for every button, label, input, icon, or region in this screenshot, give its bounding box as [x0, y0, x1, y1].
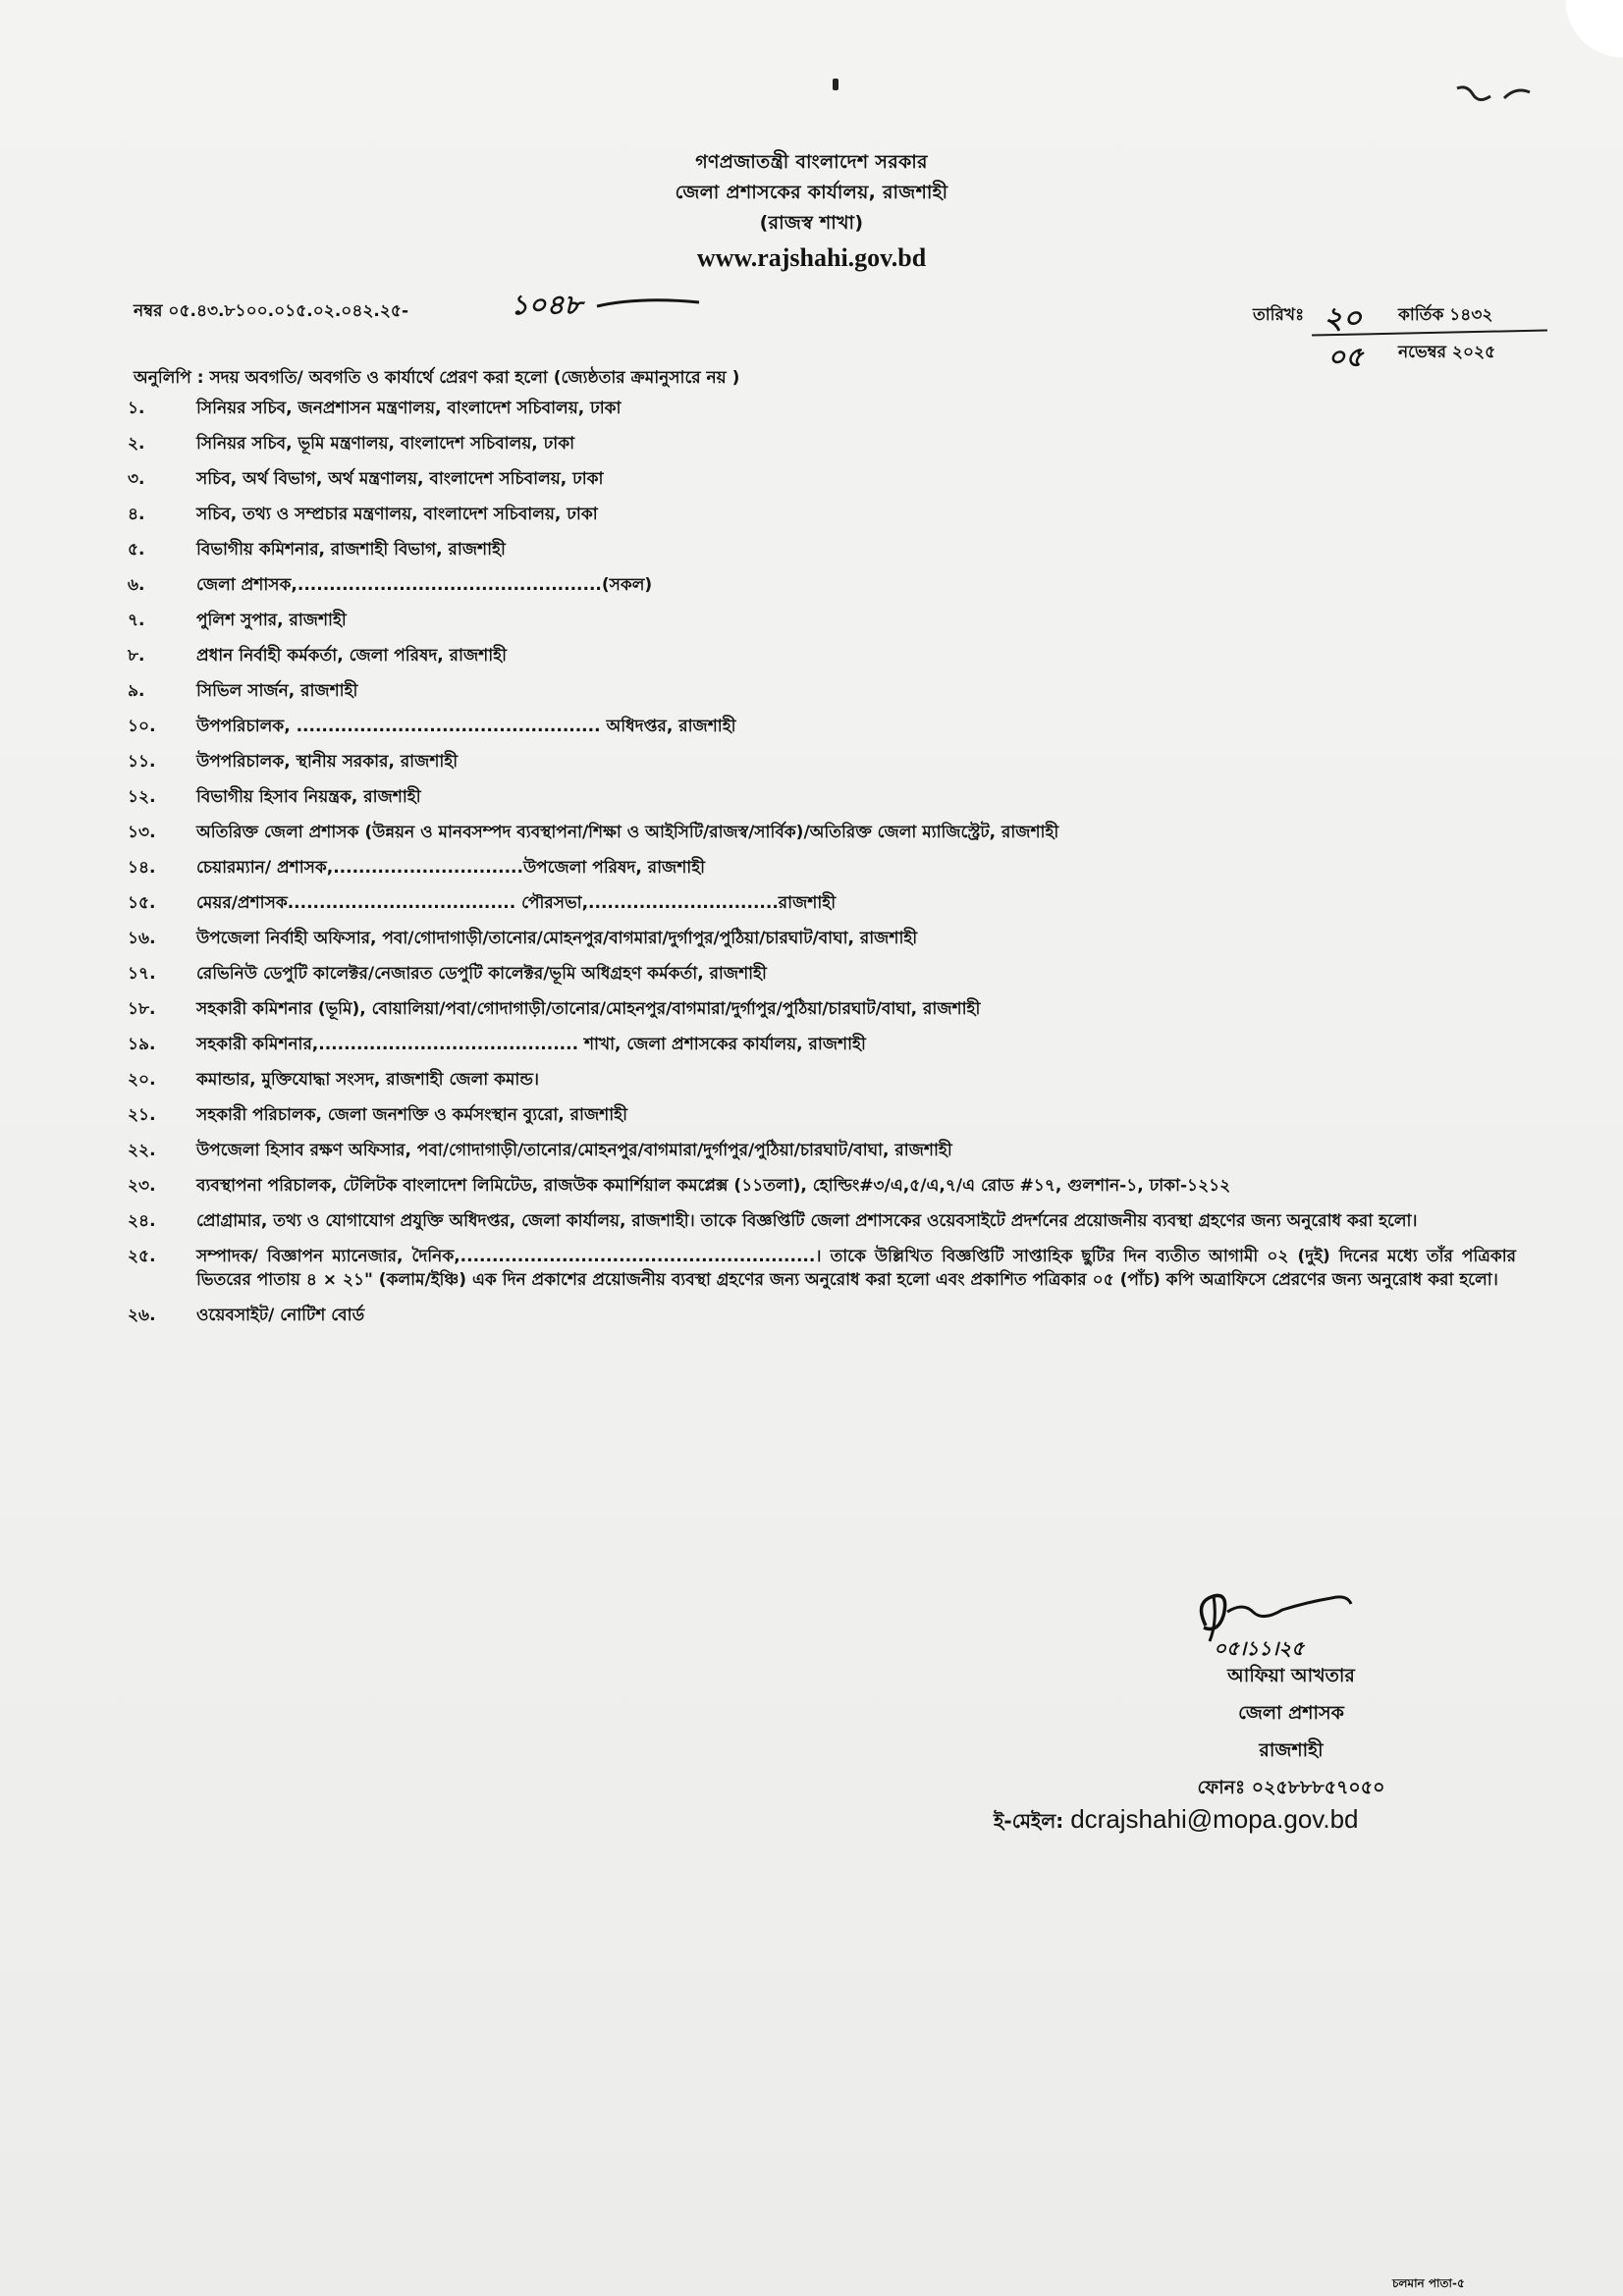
- punch-mark: [833, 79, 839, 90]
- item-number: ১২.: [128, 787, 156, 807]
- item-text: অতিরিক্ত জেলা প্রশাসক (উন্নয়ন ও মানবসম্পদ ব্যবস্থাপনা/শিক্ষা ও আইসিটি/রাজস্ব/সার্বিক)/অতিরিক্ত জেলা ম্যাজিস্ট্রেট, রাজশাহী: [196, 823, 1059, 842]
- item-number: ৮.: [128, 646, 145, 666]
- item-number: ৭.: [128, 611, 145, 630]
- item-text: সহকারী কমিশনার,......................................... শাখা, জেলা প্রশাসকের কার্যালয়, রাজশাহী: [196, 1035, 866, 1054]
- date-label: তারিখঃ: [1253, 305, 1305, 325]
- memo-handwritten-number: [503, 287, 709, 326]
- item-number: ১৮.: [128, 999, 156, 1019]
- item-number: ১৭.: [128, 964, 156, 984]
- item-number: ১১.: [128, 752, 156, 772]
- item-text: সচিব, তথ্য ও সম্প্রচার মন্ত্রণালয়, বাংলাদেশ সচিবালয়, ঢাকা: [196, 505, 598, 524]
- list-item: [122, 679, 1516, 703]
- corner-pen-mark: [1453, 80, 1542, 110]
- item-number: ২৬.: [128, 1306, 156, 1325]
- memo-number-scribble: [503, 287, 709, 326]
- list-item: [122, 856, 1516, 880]
- date-bangla-day: ২০: [1324, 301, 1363, 336]
- item-text: মেয়র/প্রশাসক.................................... পৌরসভা,..............................রাজশাহী: [196, 893, 837, 913]
- item-text: বিভাগীয় হিসাব নিয়ন্ত্রক, রাজশাহী: [196, 787, 421, 807]
- item-text: কমান্ডার, মুক্তিযোদ্ধা সংসদ, রাজশাহী জেলা কমান্ড।: [196, 1070, 539, 1090]
- item-number: ৩.: [128, 469, 145, 489]
- signatory-email-row: [994, 1804, 1359, 1840]
- memo-number: নম্বর ০৫.৪৩.৮১০০.০১৫.০২.০৪২.২৫-: [134, 301, 409, 321]
- letterhead: [0, 147, 1623, 276]
- list-item: [122, 1174, 1516, 1198]
- item-text: বিভাগীয় কমিশনার, রাজশাহী বিভাগ, রাজশাহী: [196, 540, 506, 560]
- item-text: পুলিশ সুপার, রাজশাহী: [196, 611, 347, 630]
- item-text: উপপরিচালক, স্থানীয় সরকার, রাজশাহী: [196, 752, 459, 772]
- item-text: রেভিনিউ ডেপুটি কালেক্টর/নেজারত ডেপুটি কালেক্টর/ভূমি অধিগ্রহণ কর্মকর্তা, রাজশাহী: [196, 964, 767, 984]
- list-item: [122, 1245, 1516, 1292]
- list-item: [122, 927, 1516, 950]
- signatory-name: আফিয়া আখতার: [1227, 1665, 1355, 1686]
- date-block: [1253, 294, 1547, 373]
- copy-intro: অনুলিপি : সদয় অবগতি/ অবগতি ও কার্যার্থে প্রেরণ করা হলো (জ্যেষ্ঠতার ক্রমানুসারে নয় ): [134, 368, 740, 388]
- item-text: সহকারী পরিচালক, জেলা জনশক্তি ও কর্মসংস্থান ব্যুরো, রাজশাহী: [196, 1105, 627, 1125]
- list-item: [122, 538, 1516, 561]
- item-text: সিনিয়র সচিব, ভূমি মন্ত্রণালয়, বাংলাদেশ সচিবালয়, ঢাকা: [196, 434, 575, 454]
- item-text: চেয়ারম্যান/ প্রশাসক,..............................উপজেলা পরিষদ, রাজশাহী: [196, 858, 705, 878]
- list-item: [122, 609, 1516, 632]
- item-number: ৪.: [128, 505, 145, 524]
- item-number: ৬.: [128, 575, 145, 595]
- list-item: [122, 432, 1516, 455]
- list-item: [122, 1103, 1516, 1127]
- list-item: [122, 644, 1516, 667]
- item-text: জেলা প্রশাসক,................................................(সকল): [196, 575, 653, 595]
- list-item: [122, 997, 1516, 1021]
- signatory-district: রাজশাহী: [1259, 1739, 1324, 1761]
- item-text: প্রোগ্রামার, তথ্য ও যোগাযোগ প্রযুক্তি অধিদপ্তর, জেলা কার্যালয়, রাজশাহী। তাকে বিজ্ঞপ্তিটি জেলা প্রশাসকের ওয়েবসাইটে প্রদর্শনের প্রয়োজনীয় ব্যবস্থা গ্রহণের জন্য অনুরোধ করা হলো।: [196, 1211, 1418, 1231]
- item-number: ১.: [128, 399, 145, 418]
- item-number: ৯.: [128, 681, 145, 701]
- list-item: [122, 715, 1516, 738]
- list-item: [122, 397, 1516, 420]
- date-bangla-month: কার্তিক ১৪৩২: [1398, 305, 1493, 325]
- item-number: ২.: [128, 434, 145, 454]
- list-item: [122, 1139, 1516, 1162]
- item-number: ২৩.: [128, 1176, 156, 1196]
- item-text: প্রধান নির্বাহী কর্মকর্তা, জেলা পরিষদ, রাজশাহী: [196, 646, 507, 666]
- item-number: ১০.: [128, 717, 156, 736]
- item-text: সিভিল সার্জন, রাজশাহী: [196, 681, 358, 701]
- email-label: ই-মেইল:: [994, 1809, 1064, 1833]
- website-link[interactable]: www.rajshahi.gov.bd: [696, 243, 927, 272]
- page-fold-corner: [1564, 0, 1623, 59]
- list-item: [122, 1304, 1516, 1327]
- signatory-designation: জেলা প্রশাসক: [1238, 1702, 1344, 1724]
- email-link[interactable]: dcrajshahi@mopa.gov.bd: [1070, 1804, 1359, 1834]
- item-text: ওয়েবসাইট/ নোটিশ বোর্ড: [196, 1306, 365, 1325]
- recipient-list: [122, 397, 1516, 1339]
- item-text: সচিব, অর্থ বিভাগ, অর্থ মন্ত্রণালয়, বাংলাদেশ সচিবালয়, ঢাকা: [196, 469, 604, 489]
- item-number: ২২.: [128, 1141, 156, 1160]
- item-number: ১৬.: [128, 929, 156, 948]
- list-item: [122, 821, 1516, 844]
- govt-title: গণপ্রজাতন্ত্রী বাংলাদেশ সরকার: [695, 151, 928, 173]
- item-number: ১৩.: [128, 823, 156, 842]
- list-item: [122, 467, 1516, 491]
- list-item: [122, 1209, 1516, 1233]
- item-text: উপপরিচালক, ................................................ অধিদপ্তর, রাজশাহী: [196, 717, 736, 736]
- item-text: সম্পাদক/ বিজ্ঞাপন ম্যানেজার, দৈনিক,........................................................। তাকে উল্লিখিত বিজ্ঞপ্তিটি সাপ্তাহিক ছুটির দিন ব্যতীত আগামী ০২ (দুই) দিনের মধ্যে তাঁর পত্রিকার ভিতরের পাতায় ৪ × ২১" (কলাম/ইঞ্চি) এক দিন প্রকাশের প্রয়োজনীয় ব্যবস্থা গ্রহণের জন্য অনুরোধ করা হলো এবং প্রকাশিত পত্রিকার ০৫ (পাঁচ) কপি অত্রাফিসে প্রেরণের জন্য অনুরোধ করা হলো।: [196, 1247, 1516, 1290]
- item-number: ২৪.: [128, 1211, 156, 1231]
- continued-page-note: চলমান পাতা-৫: [1392, 2276, 1465, 2290]
- list-item: [122, 962, 1516, 986]
- date-english-month: নভেম্বর ২০২৫: [1398, 343, 1496, 362]
- section-title: (রাজস্ব শাখা): [759, 212, 864, 234]
- item-number: ২৫.: [128, 1247, 156, 1266]
- list-item: [122, 1068, 1516, 1092]
- item-text: ব্যবস্থাপনা পরিচালক, টেলিটক বাংলাদেশ লিমিটেড, রাজউক কমার্শিয়াল কমপ্লেক্স (১১তলা), হোল্ডিং#৩/এ,৫/এ,৭/এ রোড #১৭, গুলশান-১, ঢাকা-১২১২: [196, 1176, 1231, 1196]
- svg-text:০৫।১১।২৫: ০৫।১১।২৫: [1214, 1636, 1305, 1660]
- item-text: সিনিয়র সচিব, জনপ্রশাসন মন্ত্রণালয়, বাংলাদেশ সচিবালয়, ঢাকা: [196, 399, 622, 418]
- list-item: [122, 1033, 1516, 1056]
- signatory-phone: ফোনঃ ০২৫৮৮৮৫৭০৫০: [1197, 1777, 1385, 1798]
- handwritten-signature: [1184, 1582, 1357, 1663]
- item-number: ১৫.: [128, 893, 156, 913]
- list-item: [122, 785, 1516, 809]
- item-number: ৫.: [128, 540, 145, 560]
- item-text: উপজেলা নির্বাহী অফিসার, পবা/গোদাগাড়ী/তানোর/মোহনপুর/বাগমারা/দুর্গাপুর/পুঠিয়া/চারঘাট/বাঘা, রাজশাহী: [196, 929, 918, 948]
- svg-text:১০৪৮: ১০৪৮: [511, 289, 582, 321]
- item-number: ২১.: [128, 1105, 156, 1125]
- date-english-day: ০৫: [1327, 341, 1364, 373]
- list-item: [122, 503, 1516, 526]
- item-number: ২০.: [128, 1070, 156, 1090]
- list-item: [122, 750, 1516, 774]
- list-item: [122, 891, 1516, 915]
- list-item: [122, 573, 1516, 597]
- office-title: জেলা প্রশাসকের কার্যালয়, রাজশাহী: [675, 182, 948, 203]
- signatory-block: [1139, 1657, 1443, 1806]
- item-text: সহকারী কমিশনার (ভূমি), বোয়ালিয়া/পবা/গোদাগাড়ী/তানোর/মোহনপুর/বাগমারা/দুর্গাপুর/পুঠিয়া/চারঘাট/বাঘা, রাজশাহী: [196, 999, 981, 1019]
- item-text: উপজেলা হিসাব রক্ষণ অফিসার, পবা/গোদাগাড়ী/তানোর/মোহনপুর/বাগমারা/দুর্গাপুর/পুঠিয়া/চারঘাট/বাঘা, রাজশাহী: [196, 1141, 952, 1160]
- item-number: ১৪.: [128, 858, 156, 878]
- item-number: ১৯.: [128, 1035, 156, 1054]
